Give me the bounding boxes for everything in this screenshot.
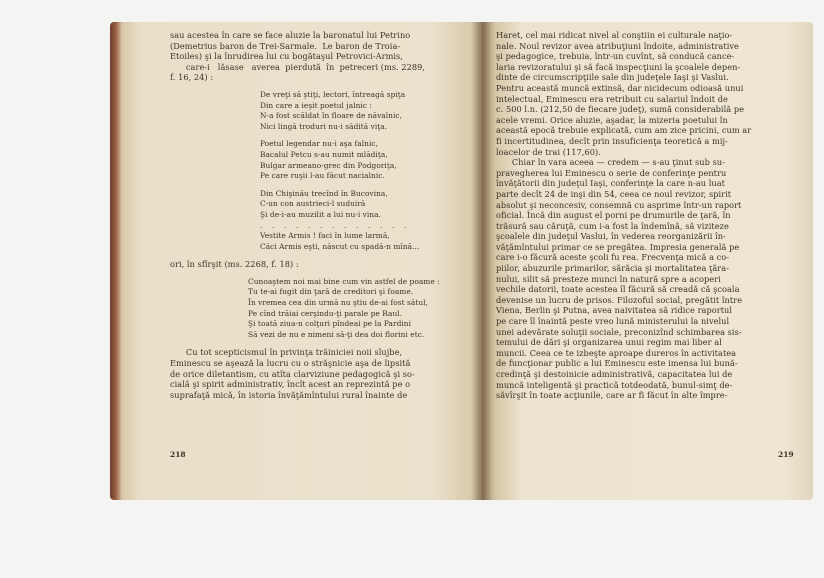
prose-line: dinte de circumscripţiile sale din judeţele Iaşi şi Vaslui.	[496, 72, 729, 83]
verse-line: De vreţi să ştiţi, lectori, întreagă spiţa	[260, 89, 406, 99]
stanza-gap	[170, 83, 470, 90]
verse-line: Să vezi de nu e nimeni să-ţi dea doi florini etc.	[248, 329, 425, 339]
prose-line: Pentru această muncă extinsă, dar nicidecum odioasă unui	[496, 82, 744, 93]
verse-line: Şi de-i-au muzilit a lui nu-i vina.	[260, 209, 381, 219]
prose-line: fi incertitudinea, decît prin insuficienţa teoretică a mij-	[496, 135, 728, 146]
prose-line: Cu tot scepticismul în privinţa trăiniciei noii slujbe,	[170, 347, 403, 358]
verse-line: Tu te-ai fugit din ţară de creditori şi foame.	[248, 287, 414, 297]
prose-line: temului de dări şi organizarea unui regim mai liber al	[496, 337, 722, 348]
prose-line: loacelor de trai (117,60).	[496, 146, 601, 157]
verse-line: Pe care ruşii l-au făcut nacialnic.	[260, 171, 385, 181]
prose-line: pe care îl înaintă peste vreo lună ministerului la nivelul	[496, 316, 730, 327]
prose-line: cială şi spirit administrativ, încît acest an reprezintă pe o	[170, 379, 411, 390]
open-book	[110, 22, 813, 500]
prose-line: muncii. Ceea ce te izbeşte aproape dureros în activitatea	[496, 347, 737, 358]
stanza-gap	[170, 182, 470, 189]
left-page-text	[170, 30, 470, 400]
prose-line: (Demetrius baron de Trei-Sarmale. Le baron de Troia-	[170, 40, 401, 51]
prose-line: nale. Noul revizor avea atribuţiuni îndoite, administrative	[496, 40, 739, 51]
prose-line: piilor, abuzurile primarilor, sărăcia şi mortalitatea ţăra-	[496, 263, 730, 274]
prose-line: unei adevărate soluţii sociale, preconizînd schimbarea sis-	[496, 326, 742, 337]
prose-line: muncă inteligentă şi practică totdeodată, bunul-simţ de-	[496, 379, 733, 390]
verse-line: Bulgar armeano-grec din Podgoriţa,	[260, 160, 397, 170]
prose-line: intelectual, Eminescu era retribuit cu salariul îndoit de	[496, 93, 728, 104]
verse-line: Vestite Armis ! faci în lume larmă,	[260, 231, 390, 241]
verse-line: Poetul legendar nu-i aşa falnic,	[260, 139, 378, 149]
verse-line: N-a fost scăldat în floare de năvalnic,	[260, 111, 402, 121]
prose-line: credinţă şi destoinicie administrativă, capacitatea lui de	[496, 369, 733, 379]
prose-line: ori, în sfîrşit (ms. 2268, f. 18) :	[170, 259, 299, 270]
prose-line: oficial. Încă din august el porni pe drumurile de ţară, în	[496, 210, 731, 221]
prose-line: f. 16, 24) :	[170, 72, 214, 83]
prose-line: trăsură sau căruţă, cum i-a fost la îndemînă, să viziteze	[496, 220, 729, 231]
verse-line: Din care a ieşit poetul jalnic :	[260, 100, 372, 110]
prose-line: Eminescu se aşează la lucru cu o străşnicie aşa de lipsită	[170, 358, 411, 369]
prose-line: Viena, Berlin şi Putna, avea naivitatea să ridice raportul	[496, 305, 733, 316]
prose-line: văţămîntului primar ce se pregătea. Impresia generală pe	[496, 241, 740, 252]
stanza-gap	[170, 132, 470, 139]
prose-line: vechile datorii, toate acestea îl făcură să creadă că şcoala	[496, 284, 740, 295]
prose-line: pravegherea lui Eminescu o serie de conferinţe pentru	[496, 167, 727, 178]
prose-line: c. 500 l.n. (212,50 de fiecare judeţ), sumă considerabilă pe	[496, 104, 745, 115]
prose-line: care i-o făcură aceste şcoli fu rea. Frecvenţa mică a co-	[496, 252, 730, 263]
prose-line: şcoalele din judeţul Vaslui, în vederea reorganizării în-	[496, 231, 726, 242]
right-page	[482, 22, 813, 500]
verse-line: Nici lingă troduri nu-i sădită viţa.	[260, 121, 388, 131]
verse-line: Căci Armis eşti, născut cu spadă-n mînă...	[260, 241, 420, 251]
prose-line: devenise un lucru de prisos. Filozoful social, pregătit între	[496, 294, 743, 305]
verse-line: Bacalul Petcu s-au numit mlădiţa,	[260, 149, 388, 159]
prose-line: de funcţionar public a lui Eminescu este imensa lui bună-	[496, 358, 738, 369]
prose-line: care-i lăsase averea pierdută în petreceri (ms. 2289,	[170, 61, 426, 72]
stanza-gap	[170, 252, 470, 259]
prose-line: nului, silit să presteze munci în natură spre a acoperi	[496, 273, 721, 284]
prose-line: parte decît 24 de inşi din 54, ceea ce noul revizor, spirit	[496, 188, 732, 199]
verse-line: . . . . . . . . . . . . .	[260, 220, 407, 230]
verse-line: Cunoaştem noi mai bine cum vin astfel de poame :	[248, 276, 440, 286]
prose-line: acele vremi. Orice aluzie, aşadar, la mizeria poetului în	[496, 114, 728, 125]
book-gutter	[472, 22, 492, 500]
stanza-gap	[170, 270, 470, 277]
left-page-number: 218	[170, 450, 186, 459]
prose-line: săvîrşit în toate acţiunile, care ar fi făcut în alte împre-	[496, 390, 728, 401]
prose-line: Etoiles) şi la înrudirea lui cu bogătaşul Petrovici-Armis,	[170, 51, 403, 62]
prose-line: absolut şi neconcesiv, consemnă cu asprime într-un raport	[496, 199, 742, 210]
prose-line: învăţătorii din judeţul Iaşi, conferinţe la care n-au luat	[496, 178, 725, 189]
verse-line: C-un con austrieci-l suduiră	[260, 199, 366, 209]
right-page-number: 219	[778, 450, 794, 459]
prose-line: suprafaţă mică, în istoria învăţămîntului rural înainte de	[170, 389, 408, 400]
prose-line: laria revizoratului şi să facă inspecţiuni la şcoalele depen-	[496, 61, 741, 72]
verse-line: În vremea cea din urmă nu ştiu de-ai fost sătul,	[248, 298, 428, 308]
prose-line: sau acestea în care se face aluzie la baronatul lui Petrino	[170, 30, 411, 40]
verse-line: Pe cînd trăiai cerşindu-ţi parale pe Raul.	[248, 308, 403, 318]
prose-line: Haret, cel mai ridicat nivel al conştiin ei culturale naţio-	[496, 30, 733, 40]
prose-line: Chiar în vara aceea — credem — s-au ţinut sub su-	[496, 157, 725, 168]
prose-line: această epocă trebuie explicată, cum am zice pricini, cum ar	[496, 125, 752, 136]
prose-line: şi pedagogice, trebuia, într-un cuvînt, să conducă cance-	[496, 51, 735, 62]
stanza-gap	[170, 340, 470, 347]
verse-line: Şi toată ziua-n colţuri pîndeai pe la Pardini	[248, 319, 411, 329]
left-page	[110, 22, 482, 500]
verse-line: Din Chişinău trecînd în Bucovina,	[260, 188, 388, 198]
prose-line: de orice diletantism, cu atîta clarviziune pedagogică şi so-	[170, 368, 415, 379]
right-page-text	[496, 30, 801, 401]
